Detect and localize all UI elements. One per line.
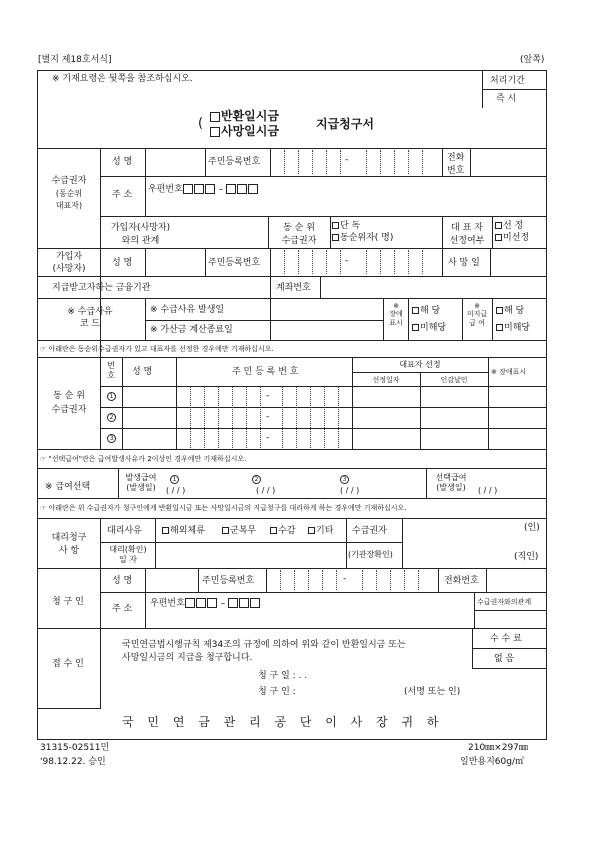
subscriber-rrn-label: 주민등록번호 — [208, 258, 261, 268]
selection-label: ※ 급여선택 — [45, 482, 91, 492]
proxy-seal: (인) — [524, 523, 540, 533]
proxy-reason-label: 대리사유 — [107, 526, 142, 536]
page-side: (앞쪽) — [520, 55, 545, 65]
claimant-relation-label: 수급권자와의관계 — [477, 598, 532, 606]
prison-checkbox[interactable] — [270, 527, 277, 534]
option-refund: 반환일시금 — [210, 110, 279, 122]
proxy-option-4: 기타 — [308, 527, 333, 536]
declaration-text-2: 사망일시금의 지급을 청구합니다. — [122, 653, 253, 663]
sign-label: (서명 또는 인) — [404, 687, 461, 697]
single-option: 단 독 — [332, 222, 360, 231]
proxy-agency-seal: (직인) — [514, 552, 539, 562]
selected-checkbox[interactable] — [495, 222, 502, 229]
account-label: 계좌번호 — [276, 283, 311, 293]
proxy-option-3: 수감 — [270, 527, 295, 536]
receipt-label: 접 수 인 — [52, 659, 84, 669]
form-number: [별지 제18호서식] — [38, 55, 112, 65]
footer-code: 31315-02511민 — [40, 743, 110, 753]
not-selected-option: 미선정 — [495, 234, 529, 243]
claimant-name-label: 성 명 — [112, 576, 133, 586]
selection-item-3: 3 — [340, 475, 349, 484]
claim-date-label: 청 구 일 : . . — [258, 671, 308, 681]
disability-label: ※ 장애 표시 — [389, 302, 403, 327]
claimant-section-label: 청 구 인 — [52, 597, 84, 607]
selection-item-2: 2 — [252, 475, 261, 484]
other-checkbox[interactable] — [308, 527, 315, 534]
claimant-postal-label: 우편번호 – — [150, 598, 261, 609]
selection-item-1: 1 — [170, 475, 179, 484]
rep-select-label: 대 표 자 선정여부 — [449, 223, 485, 246]
recipient-name-label: 성 명 — [112, 157, 133, 167]
refund-checkbox[interactable] — [210, 112, 220, 122]
footer-approval: '98.12.22. 승인 — [40, 757, 106, 767]
fee-label: 수 수 료 — [490, 634, 522, 644]
applicable2-checkbox[interactable] — [496, 307, 503, 314]
same-rank-row-2: 2 — [107, 413, 116, 422]
military-checkbox[interactable] — [222, 527, 229, 534]
col-rep: 대표자 선정 — [399, 360, 441, 369]
fee-value: 없 음 — [494, 654, 515, 664]
occurred-label: 발생급여 (발생일) — [125, 473, 157, 493]
selected-option: 선 정 — [495, 222, 523, 231]
recipient-postal-label: 우편번호 – — [148, 184, 259, 195]
not-applicable2-option: 미해당 — [496, 324, 530, 333]
proxy-agency: (기관장확인) — [348, 550, 393, 559]
processing-period-value: 즉 시 — [496, 94, 517, 104]
col-date: 선정일자 — [372, 376, 400, 384]
recipient-section-label: 수급권자 (동순위 대표자) — [51, 176, 87, 211]
footer-paper: 일반용지60g/㎡ — [460, 757, 524, 767]
claimant-address-label: 주 소 — [112, 604, 133, 614]
not-applicable2-checkbox[interactable] — [496, 324, 503, 331]
claimant-sign-label: 청 구 인 : — [258, 687, 296, 697]
single-checkbox[interactable] — [332, 222, 339, 229]
applicable2-option: 해 당 — [496, 307, 524, 316]
overseas-checkbox[interactable] — [162, 527, 169, 534]
declaration-text-1: 국민연금법시행규칙 제34조의 규정에 의하여 위와 같이 반환일시금 또는 — [122, 640, 406, 650]
claimant-phone-label: 전화번호 — [444, 576, 479, 586]
selection-date-3: ( / / ) — [340, 486, 360, 495]
death-date-label: 사 망 일 — [448, 258, 480, 268]
not-applicable-option: 미해당 — [412, 324, 446, 333]
recipient-rrn-label: 주민등록번호 — [208, 157, 261, 167]
recipient-address-label: 주 소 — [112, 190, 133, 200]
col-no: 번 호 — [107, 361, 115, 381]
same-rank-row-1: 1 — [107, 392, 116, 401]
col-name: 성 명 — [132, 367, 153, 377]
same-rank-section-label: 동 순 위 수급권자 — [51, 391, 87, 415]
same-rank-row-3: 3 — [107, 434, 116, 443]
applicable-option: 해 당 — [412, 307, 440, 316]
form-title: 지급청구서 — [316, 117, 374, 131]
proxy-section-label: 대리청구 사 항 — [51, 533, 87, 556]
subscriber-section-label: 가입자 (사망자) — [52, 252, 86, 274]
recipient-phone-label: 전화 번호 — [447, 153, 465, 176]
addressee: 국 민 연 금 관 리 공 단 이 사 장 귀 하 — [122, 715, 444, 729]
instructions-note: ※ 기재요령은 뒷쪽을 참조하십시오. — [52, 74, 193, 84]
claimant-rrn-label: 주민등록번호 — [202, 576, 255, 586]
not-selected-checkbox[interactable] — [495, 234, 502, 241]
col-seal: 인감날인 — [440, 376, 468, 384]
option-death: 사망일시금 — [210, 125, 279, 137]
selection-date-2: ( / / ) — [256, 486, 276, 495]
footer-size: 210㎜×297㎜ — [468, 743, 528, 753]
selection-note: ☞ "선택급여"란은 급여발생사유가 2이상인 경우에만 기재하십시오. — [40, 455, 247, 463]
chosen-label: 선택급여 (발생일) — [435, 473, 467, 493]
bank-label: 지급받고자하는 금융기관 — [52, 283, 151, 293]
proxy-option-2: 군복무 — [222, 527, 256, 536]
proxy-date-label: 대리(확인) 일 자 — [109, 545, 147, 565]
same-rank-label: 동 순 위 수급권자 — [281, 223, 317, 246]
proxy-note: ☞ 아래란은 위 수급권자가 청구인에게 반환일시금 또는 사망일시금의 지급청구를 대리하게 하는 경우에만 기재하십시오. — [40, 504, 407, 512]
col-disability: ※ 장애표시 — [491, 368, 527, 376]
calc-end-label: ※ 가산금 계산종료일 — [150, 325, 233, 335]
reason-code-label: ※ 수급사유 코 드 — [67, 307, 113, 329]
not-applicable-checkbox[interactable] — [412, 324, 419, 331]
proxy-recipient-label: 수급권자 — [352, 526, 387, 536]
unpaid-label: ※ 미지급 급 여 — [466, 302, 488, 327]
processing-period-label: 처리기간 — [490, 76, 525, 86]
chosen-date: ( / / ) — [478, 486, 498, 495]
proxy-option-1: 해외체류 — [162, 527, 205, 536]
occurrence-label: ※ 수급사유 발생일 — [150, 305, 225, 315]
death-checkbox[interactable] — [210, 127, 220, 137]
same-count-option: 동순위자( 명) — [332, 234, 393, 243]
applicable-checkbox[interactable] — [412, 307, 419, 314]
relation-label: 가입자(사망자) 와의 관계 — [110, 223, 171, 246]
same-rank-note: ☞ 아래란은 동순위수급권자가 있고 대표자를 선정한 경우에만 기재하십시오. — [40, 345, 274, 353]
same-count-checkbox[interactable] — [332, 234, 339, 241]
col-rrn: 주 민 등 록 번 호 — [232, 367, 299, 377]
selection-date-1: ( / / ) — [166, 486, 186, 495]
subscriber-name-label: 성 명 — [112, 258, 133, 268]
